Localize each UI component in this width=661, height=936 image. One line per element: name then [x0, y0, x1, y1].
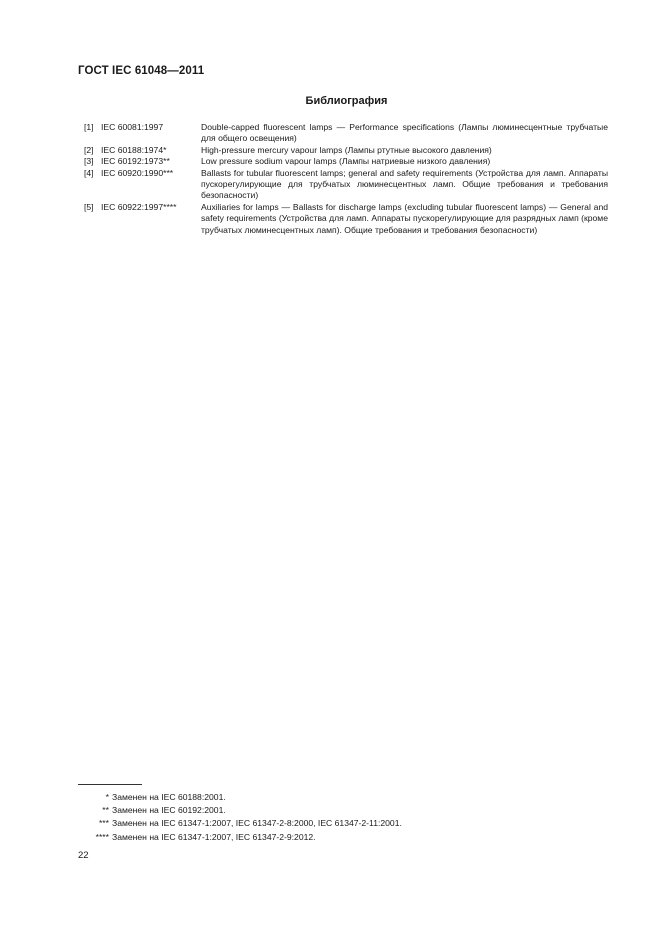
entry-standard: IEC 60081:1997 — [101, 122, 164, 132]
entry-standard: IEC 60192:1973** — [101, 156, 170, 167]
footnote — [78, 831, 578, 844]
footnote-mark: **** — [95, 831, 109, 842]
bibliography-list — [84, 122, 608, 236]
entry-number: [1] — [84, 122, 94, 132]
entry-description: Double-capped fluorescent lamps — Performance specifications (Лампы люминесцентные трубчатые для общего освещения) — [201, 122, 608, 144]
bibliography-entry — [84, 122, 608, 145]
entry-number: [5] — [84, 201, 94, 212]
page-number: 22 — [78, 850, 89, 861]
document-header: ГОСТ IEC 61048—2011 — [78, 65, 205, 77]
footnote-mark: ** — [102, 805, 109, 816]
footnote — [78, 804, 578, 817]
entry-description: Low pressure sodium vapour lamps (Лампы натриевые низкого давления) — [201, 156, 491, 167]
footnote — [78, 791, 578, 804]
entry-number: [3] — [84, 156, 94, 167]
footnotes — [78, 791, 578, 844]
footnote-text: Заменен на IEC 60188:2001. — [112, 792, 226, 802]
bibliography-entry — [84, 156, 608, 167]
footnote-text: Заменен на IEC 61347-1:2007, IEC 61347-2-8:2000, IEC 61347-2-11:2001. — [112, 818, 402, 829]
footnote-mark: *** — [98, 818, 109, 829]
footnote-divider — [78, 784, 142, 785]
footnote-mark: * — [105, 792, 109, 802]
bibliography-entry — [84, 202, 608, 236]
bibliography-title: Библиография — [305, 95, 388, 107]
entry-number: [4] — [84, 167, 94, 178]
entry-standard: IEC 60188:1974* — [101, 144, 167, 155]
entry-number: [2] — [84, 144, 94, 155]
entry-standard: IEC 60922:1997**** — [101, 201, 177, 212]
entry-description: Ballasts for tubular fluorescent lamps; general and safety requirements (Устройства для ламп. Аппараты пускорегулирующие для трубчатых люминесцентных ламп. Общие требования и требования безопасности) — [201, 167, 608, 201]
entry-description: High-pressure mercury vapour lamps (Лампы ртутные высокого давления) — [201, 144, 492, 155]
entry-standard: IEC 60920:1990*** — [101, 167, 174, 178]
bibliography-entry — [84, 145, 608, 156]
footnote-text: Заменен на IEC 60192:2001. — [112, 805, 226, 816]
footnote — [78, 817, 578, 830]
entry-description: Auxiliaries for lamps — Ballasts for discharge lamps (excluding tubular fluorescent lamps) — General and safety requirements (Устройства для ламп. Аппараты пускорегулирующие для разрядных ламп (кроме трубчатых люминесцентных ламп). Общие требования и требования безопасности) — [201, 201, 608, 235]
footnote-text: Заменен на IEC 61347-1:2007, IEC 61347-2-9:2012. — [112, 831, 316, 842]
bibliography-entry — [84, 168, 608, 202]
